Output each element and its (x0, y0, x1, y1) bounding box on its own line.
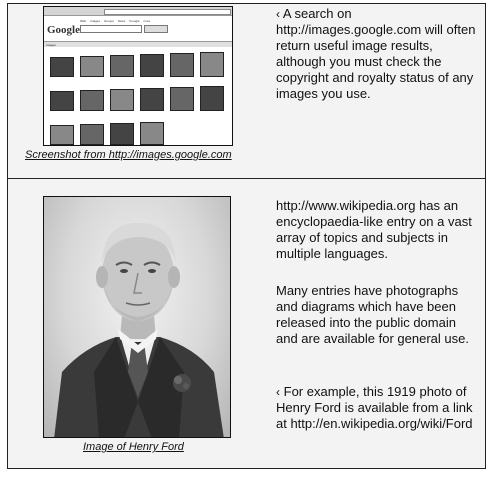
address-bar (104, 9, 231, 15)
results-bar: Images (44, 41, 232, 47)
image-thumbnail (170, 53, 194, 77)
image-thumbnail (170, 87, 194, 111)
search-tabs (80, 19, 150, 23)
search-button (144, 25, 168, 33)
pointer-icon: ‹ (276, 385, 280, 399)
photo-caption: Image of Henry Ford (83, 441, 184, 453)
image-thumbnail (140, 88, 164, 111)
image-thumbnail (140, 122, 164, 145)
search-tab: Web (80, 19, 87, 23)
public-domain-paragraph: Many entries have photographs and diagrams which have been released into the public domain and are available for general use. (276, 283, 469, 346)
section-divider (7, 178, 486, 179)
image-thumbnail (110, 89, 134, 111)
image-thumbnail (200, 86, 224, 111)
paragraph-text: For example, this 1919 photo of Henry Ford is available from a link at http://en.wikipedia.org/wiki/Ford (276, 384, 473, 431)
image-thumbnail (50, 125, 74, 145)
search-tab: Groups (103, 19, 114, 23)
search-tab: News (117, 19, 126, 23)
wikipedia-paragraph: http://www.wikipedia.org has an encyclopaedia-like entry on a vast array of topics and subjects in multiple languages. (276, 198, 472, 261)
pointer-icon: ‹ (276, 7, 280, 21)
image-thumbnail (110, 55, 134, 77)
portrait-illustration (44, 197, 231, 438)
search-tab: Froogle (129, 19, 140, 23)
search-tab: Images (90, 19, 100, 23)
google-search-paragraph (276, 6, 481, 102)
google-logo: Google (47, 24, 80, 36)
paragraph-text: A search on http://images.google.com will often return useful image results, although you must check the copyright and royalty status of any images you use. (276, 6, 476, 101)
image-thumbnail (80, 124, 104, 145)
google-images-screenshot (43, 6, 233, 146)
search-tab: more (143, 19, 151, 23)
image-thumbnail (50, 91, 74, 111)
image-thumbnail (140, 54, 164, 77)
henry-ford-photo (43, 196, 231, 438)
image-thumbnail (50, 57, 74, 77)
image-thumbnail (110, 123, 134, 145)
image-thumbnail (200, 52, 224, 77)
screenshot-caption: Screenshot from http://images.google.com (25, 149, 232, 161)
search-input (80, 25, 142, 33)
ford-example-paragraph (276, 384, 481, 432)
image-thumbnail (80, 90, 104, 111)
image-thumbnail (80, 56, 104, 77)
